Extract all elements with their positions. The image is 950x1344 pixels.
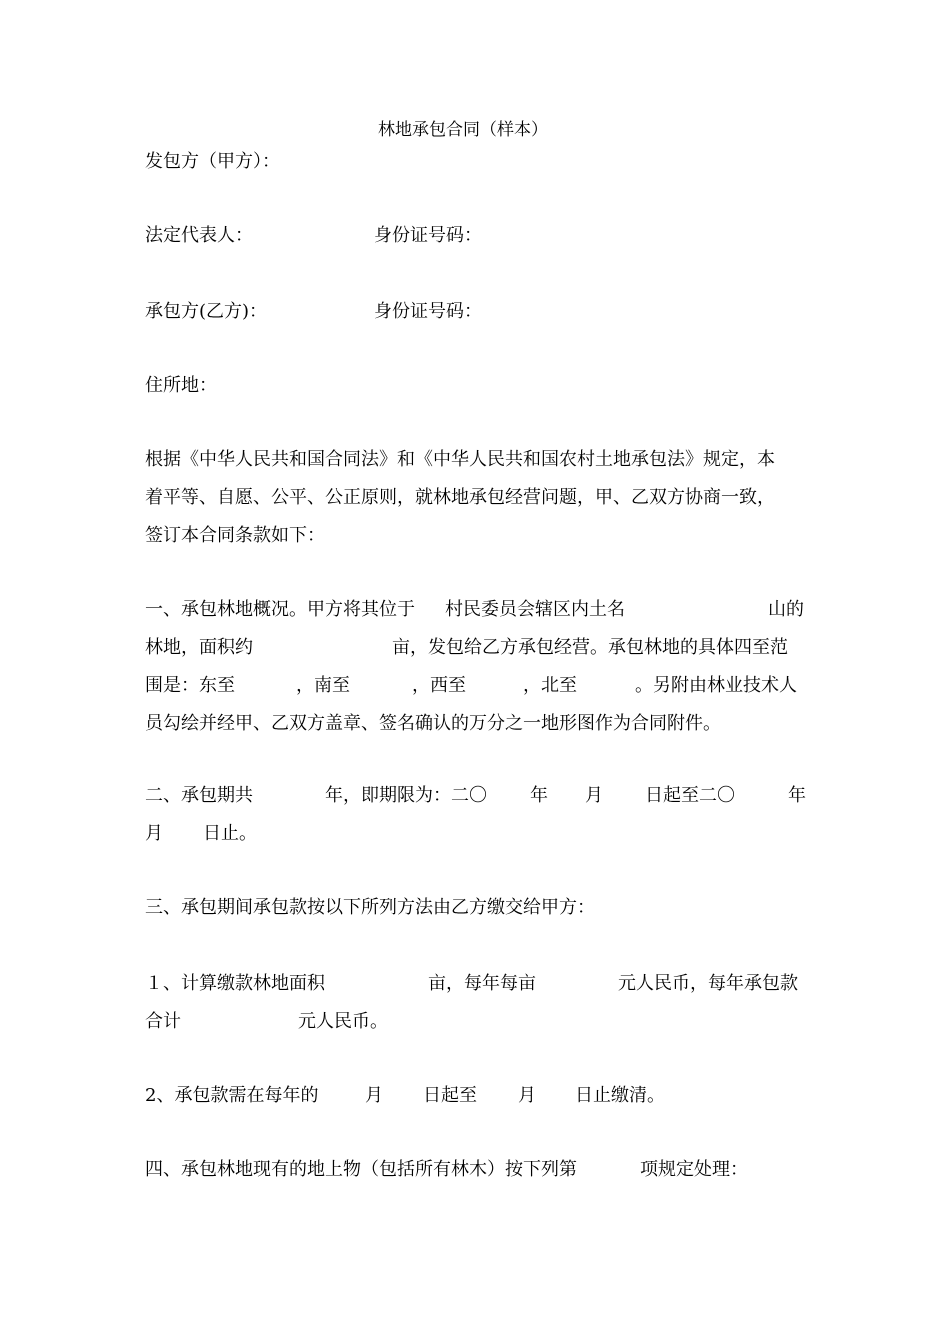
text-line-12-0: 月 [145, 823, 163, 844]
text-line-8-0: 林地，面积约 [145, 637, 253, 658]
text-line-10-0: 员勾绘并经甲、乙双方盖章、签名确认的万分之一地形图作为合同附件。 [145, 713, 721, 734]
text-line-17-1: 项规定处理： [640, 1159, 748, 1180]
text-line-9-2: ，西至 [412, 675, 466, 696]
document-title: 林地承包合同（样本） [378, 120, 548, 140]
text-line-7-2: 山的 [768, 599, 804, 620]
text-line-5-0: 着平等、自愿、公平、公正原则，就林地承包经营问题，甲、乙双方协商一致， [145, 487, 775, 508]
text-line-7-0: 一、承包林地概况。甲方将其位于 [145, 599, 415, 620]
text-line-15-1: 元人民币。 [298, 1011, 388, 1032]
text-line-7-1: 村民委员会辖区内土名 [445, 599, 625, 620]
text-line-11-0: 二、承包期共 [145, 785, 253, 806]
text-line-1-0: 法定代表人： [145, 225, 253, 246]
text-line-16-3: 月 [518, 1085, 536, 1106]
text-line-4-0: 根据《中华人民共和国合同法》和《中华人民共和国农村土地承包法》规定，本 [145, 449, 775, 470]
text-line-3-0: 住所地： [145, 375, 217, 396]
text-line-16-4: 日止缴清。 [575, 1085, 665, 1106]
text-line-9-3: ，北至 [523, 675, 577, 696]
text-line-2-1: 身份证号码： [374, 301, 482, 322]
text-line-14-2: 元人民币，每年承包款 [618, 973, 798, 994]
text-line-9-0: 围是：东至 [145, 675, 235, 696]
text-line-9-4: 。另附由林业技术人 [635, 675, 797, 696]
text-line-14-1: 亩，每年每亩 [428, 973, 536, 994]
text-line-6-0: 签订本合同条款如下： [145, 525, 325, 546]
text-line-0-0: 发包方（甲方）： [145, 151, 280, 172]
text-line-16-0: 2、承包款需在每年的 [145, 1085, 319, 1106]
text-line-16-2: 日起至 [423, 1085, 477, 1106]
text-line-8-1: 亩，发包给乙方承包经营。承包林地的具体四至范 [392, 637, 788, 658]
text-line-14-0: １、计算缴款林地面积 [145, 973, 325, 994]
text-line-12-1: 日止。 [203, 823, 257, 844]
text-line-17-0: 四、承包林地现有的地上物（包括所有林木）按下列第 [145, 1159, 577, 1180]
text-line-2-0: 承包方(乙方)： [145, 301, 268, 322]
text-line-13-0: 三、承包期间承包款按以下所列方法由乙方缴交给甲方： [145, 897, 595, 918]
text-line-15-0: 合计 [145, 1011, 181, 1032]
text-line-16-1: 月 [365, 1085, 383, 1106]
text-line-11-4: 日起至二〇 [645, 785, 735, 806]
text-line-9-1: ，南至 [296, 675, 350, 696]
text-line-11-1: 年，即期限为：二〇 [325, 785, 487, 806]
text-line-1-1: 身份证号码： [374, 225, 482, 246]
text-line-11-5: 年 [788, 785, 806, 806]
text-line-11-2: 年 [530, 785, 548, 806]
text-line-11-3: 月 [585, 785, 603, 806]
